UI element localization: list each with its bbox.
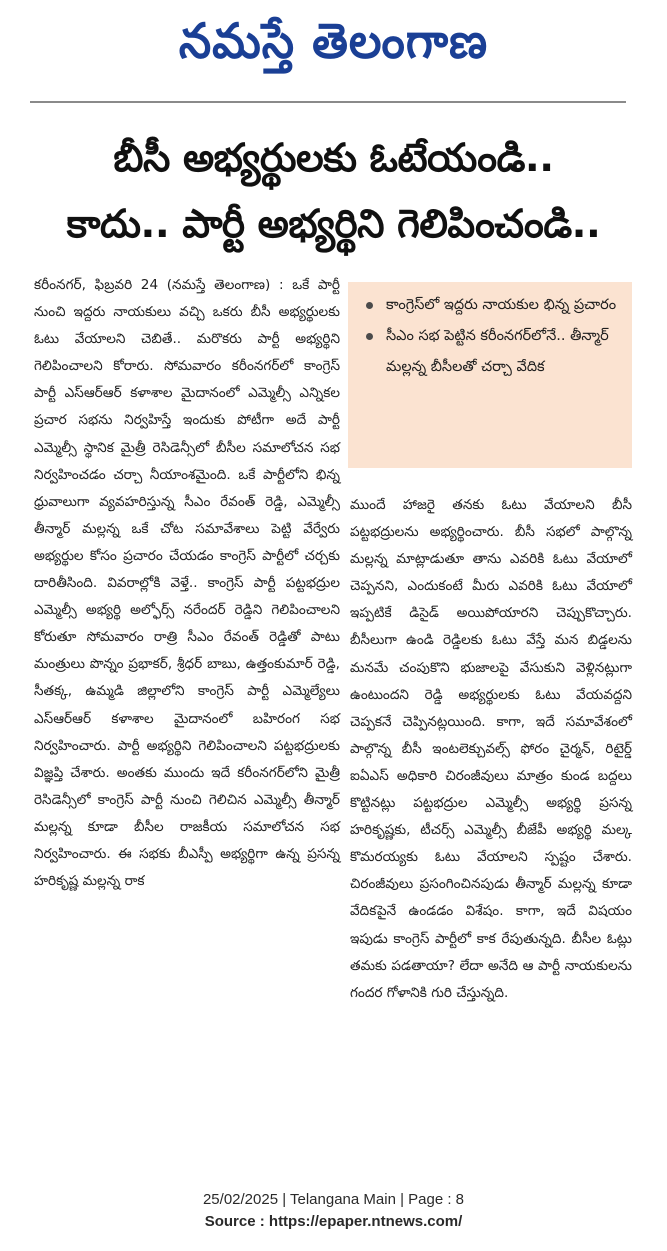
headline-line-1: బీసీ అభ్యర్థులకు ఓటేయండి..	[113, 136, 554, 181]
article-right-column	[350, 492, 632, 1007]
headline-line-2: కాదు.. పార్టీ అభ్యర్థిని గెలిపించండి..	[66, 202, 601, 247]
article-body-left: కరీంనగర్, ఫిబ్రవరి 24 (నమస్తే తెలంగాణ) : ఒకే పార్టీ నుంచి ఇద్దరు నాయకులు వచ్చి ఒకరు బీసీ అభ్యర్థులకు ఓటు వేయాలని చెబితే.. మరొకరు పార్టీ అభ్యర్థిని గెలిపించాలని కోరారు. సోమవారం కరీంనగర్‌లో కాంగ్రెస్ పార్టీ ఎస్ఆర్ఆర్ కళాశాల మైదానంలో ఎమ్మెల్సీ ఎన్నికల ప్రచార సభను నిర్వహిస్తే ఇందుకు పోటీగా అదే పార్టీ ఎమ్మెల్సీ స్థానిక మైత్రీ రెసిడెన్సీలో బీసీల సమాలోచన సభ నిర్వహించడం చర్చా నీయాంశమైంది. ఒకే పార్టీలోని భిన్న ధ్రువాలుగా వ్యవహరిస్తున్న సీఎం రేవంత్ రెడ్డి, ఎమ్మెల్సీ తీన్మార్ మల్లన్న ఒకే చోట సమావేశాలు పెట్టి వేర్వేరు అభ్యర్థుల కోసం ప్రచారం చేయడం కాంగ్రెస్ పార్టీలో చర్చకు దారితీసింది. వివరాల్లోకి వెళ్తే.. కాంగ్రెస్ పార్టీ పట్టభద్రుల ఎమ్మెల్సీ అభ్యర్థి అల్ఫోర్స్ నరేందర్ రెడ్డిని గెలిపించాలని కోరుతూ సోమవారం రాత్రి సీఎం రేవంత్ రెడ్డితో పాటు మంత్రులు పొన్నం ప్రభాకర్, శ్రీధర్ బాబు, ఉత్తంకుమార్ రెడ్డి, సీతక్క, ఉమ్మడి జిల్లాలోని కాంగ్రెస్ పార్టీ ఎమ్మెల్యేలు ఎస్ఆర్ఆర్ కళాశాల మైదానంలో బహిరంగ సభ నిర్వహించారు. పార్టీ అభ్యర్థిని గెలిపించాలని పట్టభద్రులకు విజ్ఞప్తి చేశారు. అంతకు ముందు ఇదే కరీంనగర్‌లోని మైత్రీ రెసిడెన్సీలో కాంగ్రెస్ పార్టీ నుంచి గెలిచిన ఎమ్మెల్సీ తీన్మార్ మల్లన్న కూడా బీసీల రాజకీయ సమాలోచన సభ నిర్వహించారు. ఈ సభకు బీఎస్పీ అభ్యర్థిగా ఉన్న ప్రసన్న హరికృష్ణ మల్లన్న రాక	[34, 277, 340, 890]
highlight-text: సీఎం సభ పెట్టిన కరీంనగర్‌లోనే.. తీన్మార్ మల్లన్న బీసీలతో చర్చా వేదిక	[386, 328, 609, 375]
bullet-icon	[366, 302, 373, 309]
footer-source-link[interactable]: Source : https://epaper.ntnews.com/	[204, 1213, 463, 1230]
highlight-box	[348, 282, 632, 468]
highlight-item	[366, 290, 622, 321]
footer-date-line: 25/02/2025 | Telangana Main | Page : 8	[202, 1191, 465, 1208]
article-body-right: ముందే హాజరై తనకు ఓటు వేయాలని బీసీ పట్టభద్రులను అభ్యర్థించారు. బీసీ సభలో పాల్గొన్న మల్లన్న మాట్లాడుతూ తాను ఎవరికి ఓటు వేయాలో చెప్పనని, ఎందుకంటే మీరు ఎవరికి ఓటు వేయాలో ఇప్పటికే డిసైడ్ అయిపోయారని చెప్పుకొచ్చారు. బీసీలుగా ఉండి రెడ్డిలకు ఓటు వేస్తే మన బిడ్డలను మనమే చంపుకొని భుజాలపై వేసుకుని వెళ్లినట్లుగా ఉంటుందని రెడ్డి అభ్యర్థులకు ఓటు వేయవద్దని చెప్పకనే చెప్పినట్లయింది. కాగా, ఇదే సమావేశంలో పాల్గొన్న బీసీ ఇంటలెక్చువల్స్ ఫోరం చైర్మన్, రిటైర్డ్ ఐఏఎస్ అధికారి చిరంజీవులు మాత్రం కుండ బద్దలు కొట్టినట్లు పట్టభద్రుల ఎమ్మెల్సీ అభ్యర్థి ప్రసన్న హరికృష్ణకు, టీచర్స్ ఎమ్మెల్సీ బీజేపీ అభ్యర్థి మల్క కొమరయ్యకు ఓటు వేయాలని స్పష్టం చేశారు. చిరంజీవులు ప్రసంగించినపుడు తీన్మార్ మల్లన్న కూడా వేదికపైనే ఉండడం విశేషం. కాగా, ఇదే విషయం ఇపుడు కాంగ్రెస్ పార్టీలో కాక రేపుతున్నది. బీసీల ఓట్లు తమకు పడతాయా? లేదా అనేది ఆ పార్టీ నాయకులను గందర గోళానికి గురి చేస్తున్నది.	[350, 497, 632, 1001]
highlight-list	[348, 282, 632, 383]
highlight-item	[366, 321, 622, 383]
newspaper-logo: నమస్తే తెలంగాణ	[178, 12, 489, 70]
masthead	[0, 0, 667, 102]
bullet-icon	[366, 333, 373, 340]
article-left-column	[34, 272, 340, 895]
masthead-divider	[30, 101, 626, 103]
highlight-text: కాంగ్రెస్‌లో ఇద్దరు నాయకుల భిన్న ప్రచారం	[386, 297, 617, 313]
